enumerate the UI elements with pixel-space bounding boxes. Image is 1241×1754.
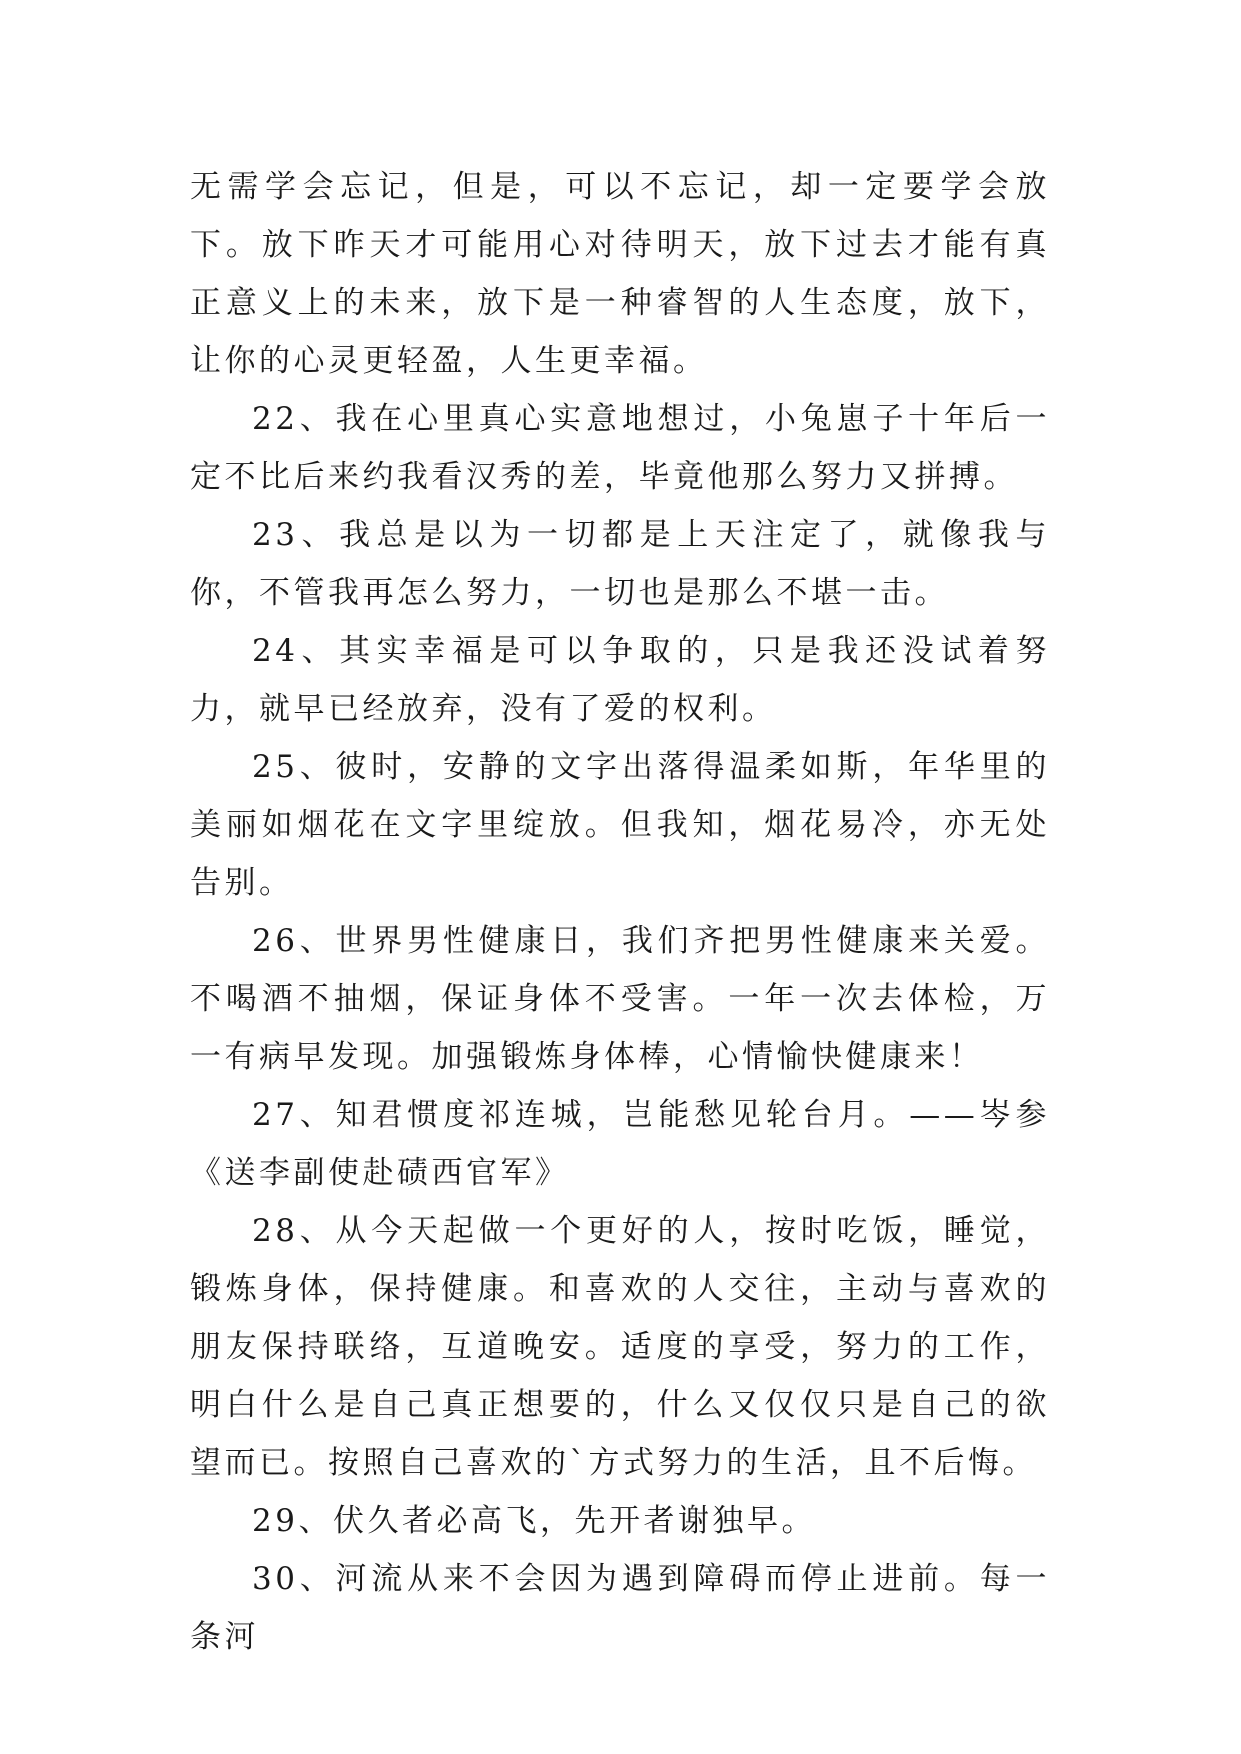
paragraph-23: 23、我总是以为一切都是上天注定了，就像我与你，不管我再怎么努力，一切也是那么不堪一击。 — [190, 517, 1050, 611]
paragraph-30: 30、河流从来不会因为遇到障碍而停止进前。每一条河 — [190, 1561, 1050, 1655]
paragraph-25: 25、彼时，安静的文字出落得温柔如斯，年华里的美丽如烟花在文字里绽放。但我知，烟花易冷，亦无处告别。 — [190, 749, 1050, 901]
paragraph-27: 27、知君惯度祁连城，岂能愁见轮台月。——岑参《送李副使赴碛西官军》 — [190, 1097, 1050, 1191]
paragraph-continuation: 无需学会忘记，但是，可以不忘记，却一定要学会放下。放下昨天才可能用心对待明天，放下过去才能有真正意义上的未来，放下是一种睿智的人生态度，放下，让你的心灵更轻盈，人生更幸福。 — [190, 169, 1050, 379]
paragraph-29: 29、伏久者必高飞，先开者谢独早。 — [252, 1503, 816, 1539]
paragraph-28: 28、从今天起做一个更好的人，按时吃饭，睡觉，锻炼身体，保持健康。和喜欢的人交往，主动与喜欢的朋友保持联络，互道晚安。适度的享受，努力的工作，明白什么是自己真正想要的，什么又仅仅只是自己的欲望而已。按照自己喜欢的`方式努力的生活，且不后悔。 — [190, 1213, 1050, 1481]
paragraph-24: 24、其实幸福是可以争取的，只是我还没试着努力，就早已经放弃，没有了爱的权利。 — [190, 633, 1050, 727]
paragraph-26: 26、世界男性健康日，我们齐把男性健康来关爱。不喝酒不抽烟，保证身体不受害。一年一次去体检，万一有病早发现。加强锻炼身体棒，心情愉快健康来！ — [190, 923, 1050, 1075]
document-body — [190, 158, 1050, 1666]
paragraph-22: 22、我在心里真心实意地想过，小兔崽子十年后一定不比后来约我看汉秀的差，毕竟他那么努力又拼搏。 — [190, 401, 1050, 495]
